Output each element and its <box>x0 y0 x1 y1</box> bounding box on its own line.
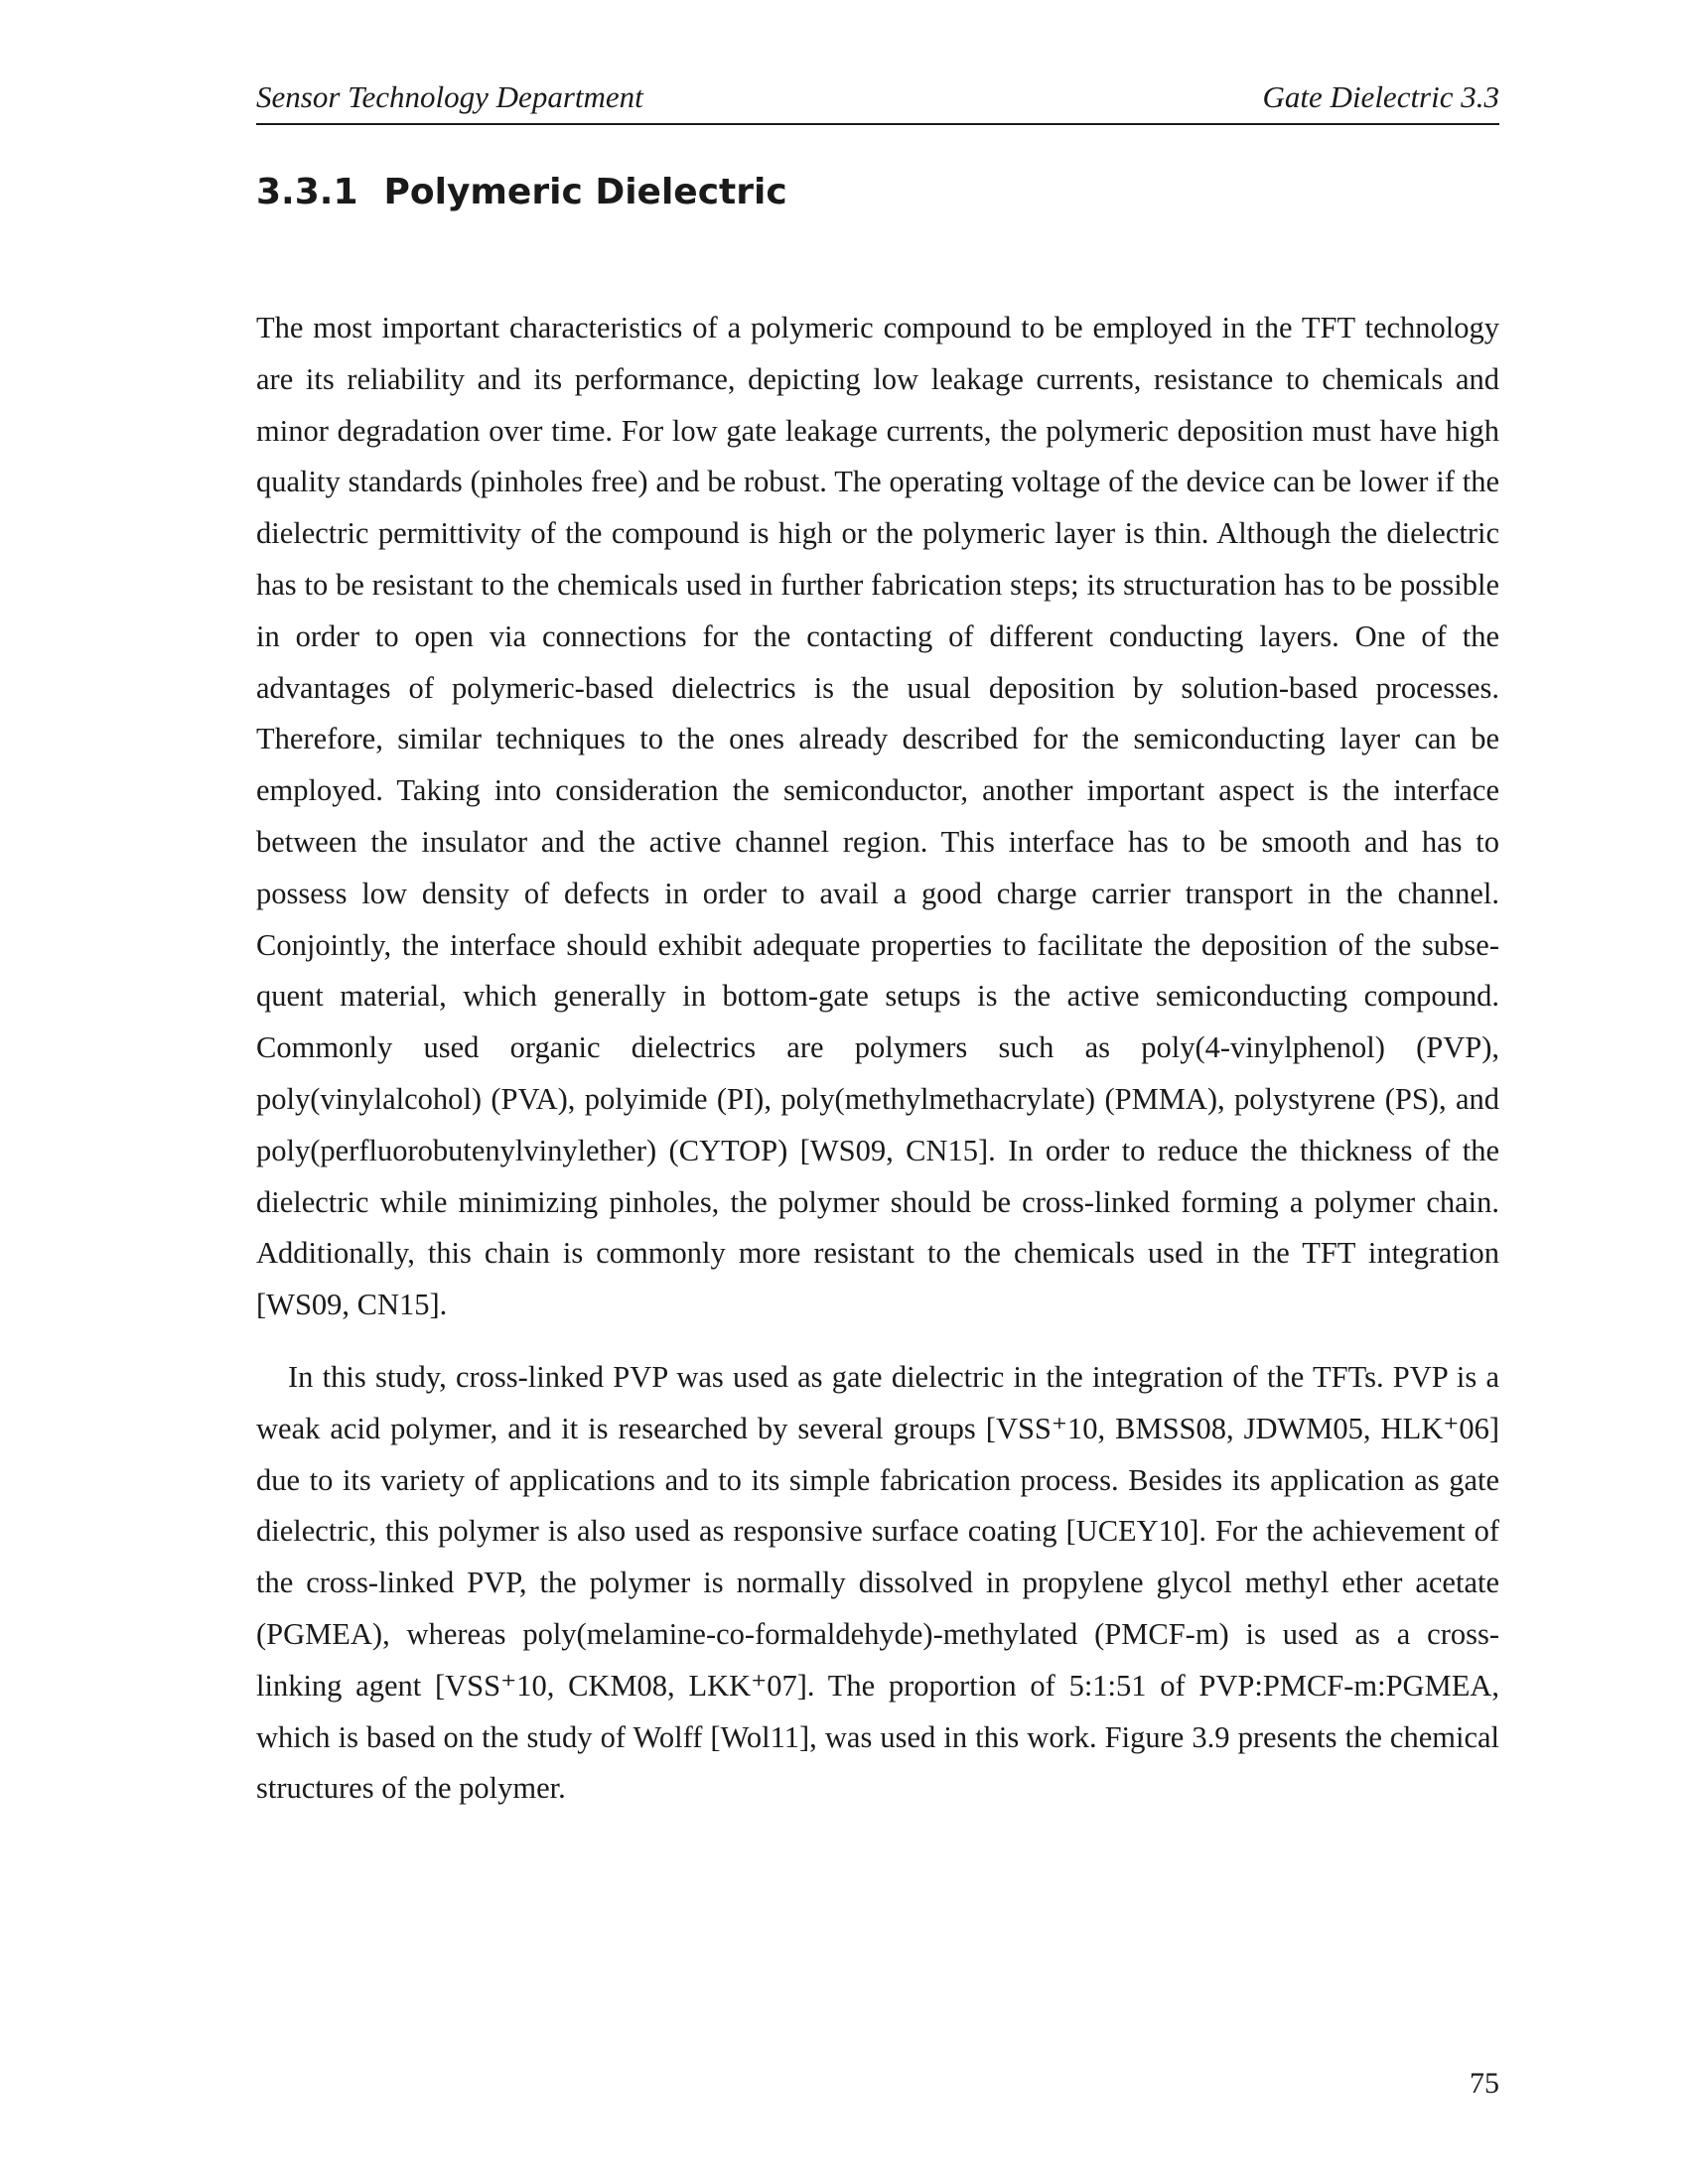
body-text <box>256 303 1499 1815</box>
section-number: 3.3.1 <box>256 172 358 212</box>
header-department: Sensor Technology Department <box>256 79 643 114</box>
section-title: Polymeric Dielectric <box>383 172 787 212</box>
paragraph-2: In this study, cross-linked PVP was used as gate dielectric in the integration of the TFTs. PVP is a weak acid polymer, and it is researched by several groups [VSS⁺10, BMSS08, JDWM05, HLK⁺06] due to its variety of applications and to its simple fabrication process. Besides its application as gate dielectric, this polymer is also used as responsive surface coating [UCEY10]. For the achievement of the cross-linked PVP, the polymer is normally dissolved in propylene glycol methyl ether acetate (PGMEA), whereas poly(melamine-co-formaldehyde)-methylated (PMCF-m) is used as a cross-linking agent [VSS⁺10, CKM08, LKK⁺07]. The proportion of 5:1:51 of PVP:PMCF-m:PGMEA, which is based on the study of Wolff [Wol11], was used in this work. Figure 3.9 presents the chemical structures of the polymer. <box>256 1359 1499 1806</box>
section-heading <box>256 172 787 212</box>
running-header <box>256 77 1499 125</box>
header-section: Gate Dielectric 3.3 <box>1262 79 1499 114</box>
page-number: 75 <box>1470 2067 1499 2100</box>
paragraph-1: The most important characteristics of a polymeric compound to be employed in the TFT technology are its reliability and its performance, depicting low leakage currents, resistance to chemicals and minor degradation over time. For low gate leakage currents, the polymeric deposition must have high quality standards (pinholes free) and be robust. The operating voltage of the device can be lower if the dielectric permittivity of the compound is high or the polymeric layer is thin. Although the dielectric has to be resistant to the chemicals used in further fabrication steps; its structuration has to be possible in order to open via connections for the contacting of different conducting layers. One of the advantages of polymeric-based dielectrics is the usual deposition by solution-based processes. Therefore, similar techniques to the ones already described for the semiconducting layer can be employed. Taking into consideration the semiconductor, another important aspect is the interface between the insulator and the active channel region. This interface has to be smooth and has to possess low density of defects in order to avail a good charge carrier transport in the channel. Conjointly, the interface should exhibit adequate properties to facilitate the deposition of the subsequent material, which generally in bottom-gate setups is the active semiconducting compound. Commonly used organic dielectrics are polymers such as poly(4-vinylphenol) (PVP), poly(vinylalcohol) (PVA), polyimide (PI), poly(methylmethacrylate) (PMMA), polystyrene (PS), and poly(perfluorobutenylvinylether) (CYTOP) [WS09, CN15]. In order to reduce the thickness of the dielectric while minimizing pinholes, the polymer should be cross-linked forming a polymer chain. Additionally, this chain is commonly more resistant to the chemicals used in the TFT integration [WS09, CN15]. <box>256 311 1499 1322</box>
